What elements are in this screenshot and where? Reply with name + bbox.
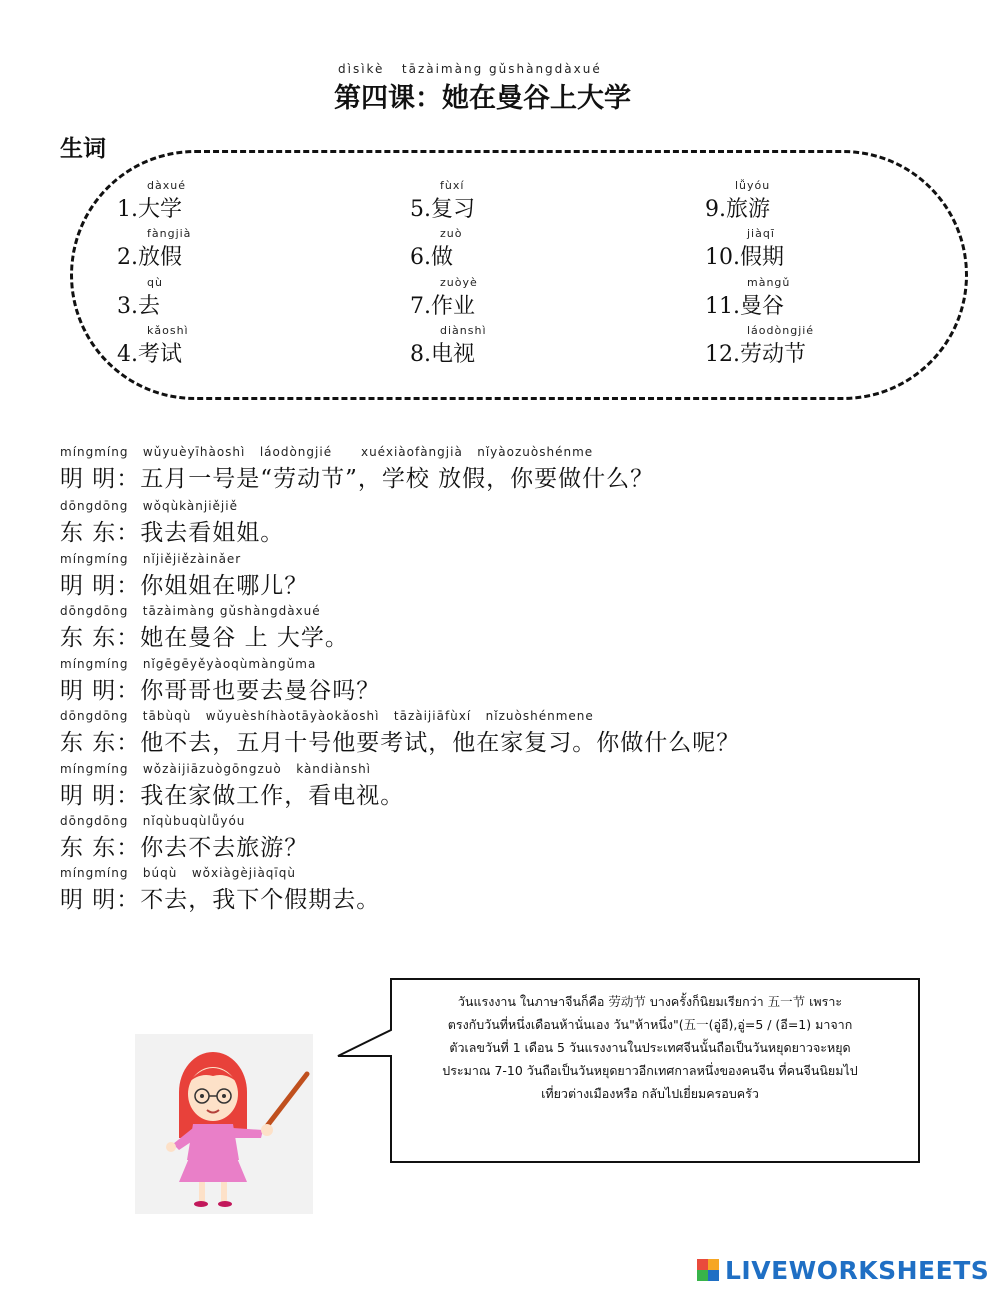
vocab-pinyin: zuò bbox=[440, 227, 463, 240]
dialogue-line bbox=[60, 658, 960, 710]
vocab-word: 5.复习 bbox=[410, 197, 475, 222]
dialogue-pinyin: míngmíng nǐjiějiězàinǎer bbox=[60, 552, 242, 566]
note-line: ตรงกับวันที่หนึ่งเดือนห้านั่นเอง วัน"ห้าหนึ่ง"(五一(อู่อี),อู่=5 / (อี=1) มาจาก bbox=[447, 1017, 853, 1032]
vocab-word: 6.做 bbox=[410, 245, 453, 270]
page-title: 第四课：她在曼谷上大学 bbox=[334, 83, 631, 114]
dialogue-pinyin: dōngdōng nǐqùbuqùlǚyóu bbox=[60, 814, 246, 828]
vocab-pinyin: zuòyè bbox=[440, 276, 478, 289]
note-line: ประมาณ 7-10 วันถือเป็นวันหยุดยาวอีกเทศกาลหนึ่งของคนจีน ที่คนจีนนิยมไป bbox=[442, 1063, 858, 1078]
vocab-item bbox=[410, 277, 670, 325]
vocab-pinyin: qù bbox=[147, 276, 163, 289]
vocab-word: 11.曼谷 bbox=[705, 294, 784, 319]
dialogue-line bbox=[60, 867, 960, 919]
dialogue-line bbox=[60, 605, 960, 657]
vocab-item bbox=[410, 325, 670, 373]
dialogue-pinyin: dōngdōng wǒqùkànjiějiě bbox=[60, 499, 238, 513]
vocab-item bbox=[705, 228, 965, 276]
logo-icon bbox=[697, 1259, 719, 1281]
dialogue-pinyin: dōngdōng tābùqù wǔyuèshíhàotāyàokǎoshì tāzàijiāfùxí nǐzuòshénmene bbox=[60, 709, 594, 723]
vocab-item bbox=[705, 277, 965, 325]
vocab-item bbox=[410, 180, 670, 228]
vocab-word: 4.考试 bbox=[117, 342, 182, 367]
note-line: วันแรงงาน ในภาษาจีนก็คือ 劳动节 บางครั้งก็นิยมเรียกว่า 五一节 เพราะ bbox=[457, 994, 843, 1009]
dialogue-line bbox=[60, 446, 960, 498]
vocab-item bbox=[117, 325, 377, 373]
note-line: ตัวเลขวันที่ 1 เดือน 5 วันแรงงานในประเทศจีนนั้นถือเป็นวันหยุดยาวจะหยุด bbox=[449, 1040, 851, 1055]
vocab-pinyin: kǎoshì bbox=[147, 324, 189, 337]
vocab-item bbox=[705, 180, 965, 228]
vocab-word: 8.电视 bbox=[410, 342, 475, 367]
dialogue-pinyin: míngmíng búqù wǒxiàgèjiàqīqù bbox=[60, 866, 296, 880]
dialogue-text: 东 东：你去不去旅游？ bbox=[60, 835, 309, 861]
note-text bbox=[395, 990, 905, 1105]
dialogue-text: 东 东：他不去，五月十号他要考试，他在家复习。你做什么呢？ bbox=[60, 730, 741, 756]
vocab-pinyin: lǚyóu bbox=[735, 179, 771, 192]
dialogue-pinyin: míngmíng nǐgēgēyěyàoqùmàngǔma bbox=[60, 657, 317, 671]
vocab-word: 2.放假 bbox=[117, 245, 182, 270]
vocab-pinyin: fàngjià bbox=[147, 227, 192, 240]
dialogue-pinyin: dōngdōng tāzàimàng gǔshàngdàxué bbox=[60, 604, 321, 618]
vocab-item bbox=[117, 277, 377, 325]
dialogue-pinyin: míngmíng wǒzàijiāzuògōngzuò kàndiànshì bbox=[60, 762, 372, 776]
dialogue-line bbox=[60, 815, 960, 867]
vocab-pinyin: màngǔ bbox=[747, 276, 791, 289]
dialogue-text: 明 明：我在家做工作，看电视。 bbox=[60, 783, 405, 809]
vocab-item bbox=[705, 325, 965, 373]
vocab-pinyin: fùxí bbox=[440, 179, 465, 192]
logo-text: LIVEWORKSHEETS bbox=[725, 1255, 990, 1285]
dialogue-pinyin: míngmíng wǔyuèyīhàoshì láodòngjié xuéxiàofàngjià nǐyàozuòshénme bbox=[60, 445, 594, 459]
vocab-pinyin: dàxué bbox=[147, 179, 186, 192]
dialogue-line bbox=[60, 500, 960, 552]
vocab-pinyin: diànshì bbox=[440, 324, 487, 337]
dialogue-line bbox=[60, 710, 960, 762]
dialogue-text: 东 东：我去看姐姐。 bbox=[60, 520, 285, 546]
title-pinyin: dìsìkè tāzàimàng gǔshàngdàxué bbox=[338, 62, 602, 76]
dialogue-text: 明 明：不去，我下个假期去。 bbox=[60, 887, 381, 913]
vocab-item bbox=[410, 228, 670, 276]
vocab-word: 7.作业 bbox=[410, 294, 475, 319]
vocab-heading: 生词 bbox=[60, 136, 106, 162]
note-line: เที่ยวต่างเมืองหรือ กลับไปเยี่ยมครอบครัว bbox=[541, 1086, 759, 1101]
vocab-pinyin: jiàqī bbox=[747, 227, 775, 240]
vocab-word: 12.劳动节 bbox=[705, 342, 806, 367]
vocab-word: 1.大学 bbox=[117, 197, 182, 222]
dialogue-text: 明 明：五月一号是“劳动节”，学校 放假，你要做什么？ bbox=[60, 466, 655, 492]
vocab-word: 9.旅游 bbox=[705, 197, 770, 222]
teacher-illustration bbox=[135, 1034, 313, 1214]
vocab-word: 3.去 bbox=[117, 294, 160, 319]
dialogue-text: 明 明：你姐姐在哪儿？ bbox=[60, 573, 309, 599]
vocab-item bbox=[117, 180, 377, 228]
vocab-item bbox=[117, 228, 377, 276]
dialogue-text: 明 明：你哥哥也要去曼谷吗？ bbox=[60, 678, 381, 704]
liveworksheets-logo bbox=[697, 1256, 989, 1284]
dialogue-line bbox=[60, 763, 960, 815]
dialogue-text: 东 东：她在曼谷 上 大学。 bbox=[60, 625, 349, 651]
vocab-pinyin: láodòngjié bbox=[747, 324, 815, 337]
dialogue-line bbox=[60, 553, 960, 605]
vocab-word: 10.假期 bbox=[705, 245, 784, 270]
